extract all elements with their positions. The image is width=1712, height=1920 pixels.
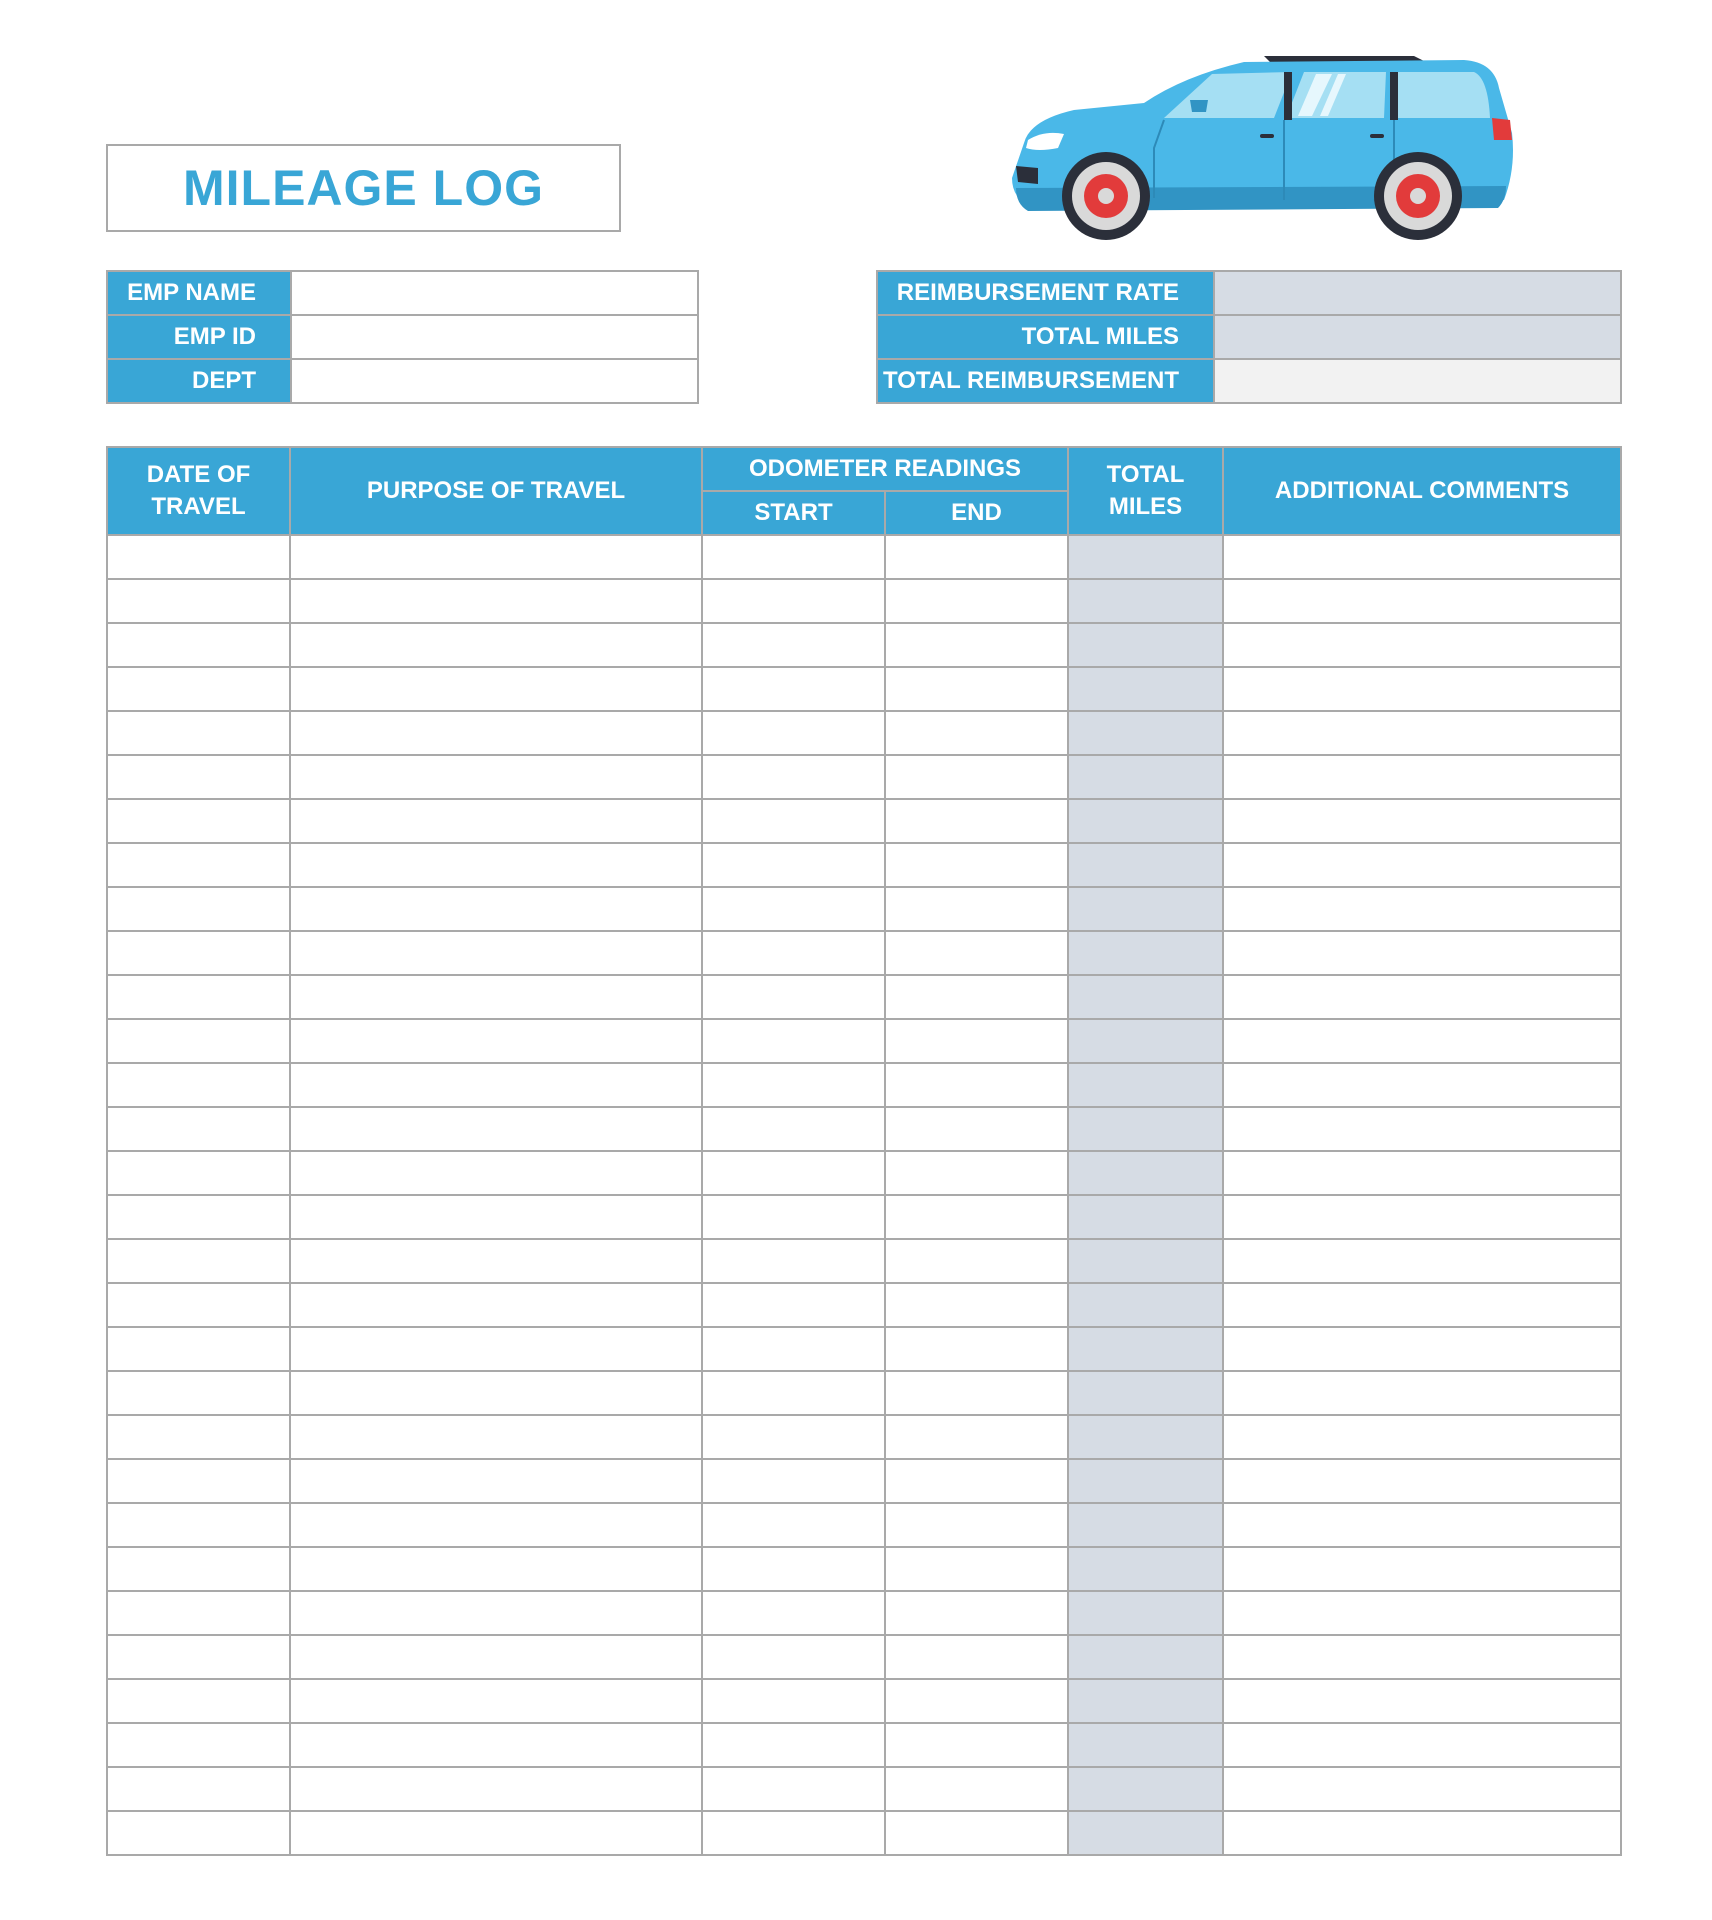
odometer-end-cell[interactable] [885, 1459, 1068, 1503]
date-cell[interactable] [107, 1635, 290, 1679]
date-cell[interactable] [107, 1195, 290, 1239]
employee-field-label: EMP ID [107, 315, 291, 359]
total-miles-cell[interactable] [1068, 711, 1223, 755]
odometer-start-cell[interactable] [702, 1019, 885, 1063]
total-miles-cell[interactable] [1068, 623, 1223, 667]
date-cell[interactable] [107, 1327, 290, 1371]
purpose-cell[interactable] [290, 1723, 702, 1767]
odometer-end-cell[interactable] [885, 887, 1068, 931]
odometer-start-cell[interactable] [702, 931, 885, 975]
odometer-end-cell[interactable] [885, 1767, 1068, 1811]
comments-cell[interactable] [1223, 887, 1621, 931]
odometer-start-cell[interactable] [702, 1371, 885, 1415]
date-cell[interactable] [107, 579, 290, 623]
odometer-end-cell[interactable] [885, 623, 1068, 667]
total-miles-cell[interactable] [1068, 579, 1223, 623]
date-cell[interactable] [107, 1063, 290, 1107]
purpose-cell[interactable] [290, 1063, 702, 1107]
odometer-end-cell[interactable] [885, 1635, 1068, 1679]
total-miles-cell[interactable] [1068, 1635, 1223, 1679]
odometer-end-cell[interactable] [885, 1415, 1068, 1459]
odometer-end-cell[interactable] [885, 1107, 1068, 1151]
date-cell[interactable] [107, 799, 290, 843]
date-cell[interactable] [107, 1811, 290, 1855]
table-row [107, 1151, 1621, 1195]
table-row [107, 1811, 1621, 1855]
header-odometer-readings: ODOMETER READINGS [702, 447, 1068, 491]
date-cell[interactable] [107, 1239, 290, 1283]
comments-cell[interactable] [1223, 1679, 1621, 1723]
odometer-start-cell[interactable] [702, 1811, 885, 1855]
purpose-cell[interactable] [290, 1679, 702, 1723]
odometer-start-cell[interactable] [702, 1459, 885, 1503]
comments-cell[interactable] [1223, 667, 1621, 711]
date-cell[interactable] [107, 1107, 290, 1151]
table-row [107, 1371, 1621, 1415]
comments-cell[interactable] [1223, 1195, 1621, 1239]
purpose-cell[interactable] [290, 711, 702, 755]
date-cell[interactable] [107, 975, 290, 1019]
purpose-cell[interactable] [290, 843, 702, 887]
comments-cell[interactable] [1223, 1503, 1621, 1547]
odometer-end-cell[interactable] [885, 579, 1068, 623]
total-miles-cell[interactable] [1068, 1591, 1223, 1635]
odometer-start-cell[interactable] [702, 843, 885, 887]
comments-cell[interactable] [1223, 1151, 1621, 1195]
comments-cell[interactable] [1223, 1415, 1621, 1459]
summary-field-row [877, 315, 1621, 359]
comments-cell[interactable] [1223, 1767, 1621, 1811]
comments-cell[interactable] [1223, 1591, 1621, 1635]
odometer-end-cell[interactable] [885, 1019, 1068, 1063]
comments-cell[interactable] [1223, 1723, 1621, 1767]
purpose-cell[interactable] [290, 1151, 702, 1195]
odometer-start-cell[interactable] [702, 1283, 885, 1327]
summary-field-row [877, 271, 1621, 315]
purpose-cell[interactable] [290, 931, 702, 975]
purpose-cell[interactable] [290, 1195, 702, 1239]
total-miles-cell[interactable] [1068, 1063, 1223, 1107]
total-miles-cell[interactable] [1068, 1107, 1223, 1151]
date-cell[interactable] [107, 1283, 290, 1327]
header-odometer-start: START [702, 491, 885, 535]
table-row [107, 1723, 1621, 1767]
odometer-end-cell[interactable] [885, 1283, 1068, 1327]
table-row [107, 887, 1621, 931]
table-row [107, 1415, 1621, 1459]
total-miles-cell[interactable] [1068, 887, 1223, 931]
total-miles-cell[interactable] [1068, 1547, 1223, 1591]
date-cell[interactable] [107, 1415, 290, 1459]
purpose-cell[interactable] [290, 1019, 702, 1063]
odometer-start-cell[interactable] [702, 1767, 885, 1811]
summary-field-label: TOTAL REIMBURSEMENT [877, 359, 1214, 403]
odometer-start-cell[interactable] [702, 1547, 885, 1591]
odometer-end-cell[interactable] [885, 975, 1068, 1019]
header-purpose-of-travel: PURPOSE OF TRAVEL [290, 447, 702, 535]
employee-field-value[interactable] [291, 271, 698, 315]
odometer-end-cell[interactable] [885, 1723, 1068, 1767]
total-miles-cell[interactable] [1068, 1019, 1223, 1063]
comments-cell[interactable] [1223, 843, 1621, 887]
total-miles-cell[interactable] [1068, 931, 1223, 975]
title-box [106, 144, 621, 232]
table-row [107, 799, 1621, 843]
purpose-cell[interactable] [290, 1503, 702, 1547]
purpose-cell[interactable] [290, 1107, 702, 1151]
employee-field-row [107, 315, 698, 359]
odometer-start-cell[interactable] [702, 1415, 885, 1459]
table-row [107, 711, 1621, 755]
total-miles-cell[interactable] [1068, 1503, 1223, 1547]
table-row [107, 1679, 1621, 1723]
odometer-start-cell[interactable] [702, 1107, 885, 1151]
total-miles-cell[interactable] [1068, 667, 1223, 711]
comments-cell[interactable] [1223, 1063, 1621, 1107]
odometer-end-cell[interactable] [885, 1239, 1068, 1283]
employee-field-value[interactable] [291, 359, 698, 403]
summary-field-label: REIMBURSEMENT RATE [877, 271, 1214, 315]
odometer-start-cell[interactable] [702, 887, 885, 931]
table-row [107, 1327, 1621, 1371]
table-row [107, 1063, 1621, 1107]
purpose-cell[interactable] [290, 975, 702, 1019]
odometer-end-cell[interactable] [885, 931, 1068, 975]
table-row [107, 1107, 1621, 1151]
comments-cell[interactable] [1223, 1811, 1621, 1855]
summary-field-row [877, 359, 1621, 403]
odometer-end-cell[interactable] [885, 711, 1068, 755]
purpose-cell[interactable] [290, 1591, 702, 1635]
total-miles-cell[interactable] [1068, 1195, 1223, 1239]
total-miles-cell[interactable] [1068, 1239, 1223, 1283]
total-miles-cell[interactable] [1068, 1327, 1223, 1371]
odometer-start-cell[interactable] [702, 623, 885, 667]
total-miles-cell[interactable] [1068, 799, 1223, 843]
table-row [107, 1239, 1621, 1283]
comments-cell[interactable] [1223, 755, 1621, 799]
odometer-start-cell[interactable] [702, 1327, 885, 1371]
summary-field-label: TOTAL MILES [877, 315, 1214, 359]
odometer-end-cell[interactable] [885, 1679, 1068, 1723]
table-row [107, 1547, 1621, 1591]
odometer-end-cell[interactable] [885, 1327, 1068, 1371]
purpose-cell[interactable] [290, 1635, 702, 1679]
table-row [107, 579, 1621, 623]
date-cell[interactable] [107, 667, 290, 711]
total-miles-cell[interactable] [1068, 1811, 1223, 1855]
comments-cell[interactable] [1223, 975, 1621, 1019]
odometer-start-cell[interactable] [702, 975, 885, 1019]
total-miles-cell[interactable] [1068, 1283, 1223, 1327]
purpose-cell[interactable] [290, 667, 702, 711]
date-cell[interactable] [107, 1679, 290, 1723]
date-cell[interactable] [107, 755, 290, 799]
purpose-cell[interactable] [290, 1459, 702, 1503]
odometer-end-cell[interactable] [885, 1151, 1068, 1195]
table-row [107, 1459, 1621, 1503]
odometer-start-cell[interactable] [702, 1063, 885, 1107]
summary-field-value[interactable] [1214, 271, 1621, 315]
date-cell[interactable] [107, 843, 290, 887]
total-miles-cell[interactable] [1068, 535, 1223, 579]
purpose-cell[interactable] [290, 1547, 702, 1591]
comments-cell[interactable] [1223, 1107, 1621, 1151]
total-miles-cell[interactable] [1068, 1415, 1223, 1459]
comments-cell[interactable] [1223, 1459, 1621, 1503]
comments-cell[interactable] [1223, 579, 1621, 623]
odometer-start-cell[interactable] [702, 1195, 885, 1239]
table-row [107, 843, 1621, 887]
summary-field-value[interactable] [1214, 315, 1621, 359]
table-row [107, 1195, 1621, 1239]
odometer-end-cell[interactable] [885, 1371, 1068, 1415]
date-cell[interactable] [107, 1503, 290, 1547]
date-cell[interactable] [107, 535, 290, 579]
odometer-start-cell[interactable] [702, 535, 885, 579]
table-row [107, 755, 1621, 799]
header-additional-comments: ADDITIONAL COMMENTS [1223, 447, 1621, 535]
odometer-end-cell[interactable] [885, 1591, 1068, 1635]
summary-field-value[interactable] [1214, 359, 1621, 403]
purpose-cell[interactable] [290, 1415, 702, 1459]
date-cell[interactable] [107, 711, 290, 755]
date-cell[interactable] [107, 1547, 290, 1591]
odometer-start-cell[interactable] [702, 755, 885, 799]
table-row [107, 1283, 1621, 1327]
comments-cell[interactable] [1223, 1371, 1621, 1415]
comments-cell[interactable] [1223, 931, 1621, 975]
total-miles-cell[interactable] [1068, 1151, 1223, 1195]
table-row [107, 975, 1621, 1019]
odometer-start-cell[interactable] [702, 799, 885, 843]
comments-cell[interactable] [1223, 1547, 1621, 1591]
odometer-end-cell[interactable] [885, 843, 1068, 887]
date-cell[interactable] [107, 1019, 290, 1063]
comments-cell[interactable] [1223, 1239, 1621, 1283]
date-cell[interactable] [107, 1723, 290, 1767]
table-row [107, 1635, 1621, 1679]
table-row [107, 1767, 1621, 1811]
odometer-end-cell[interactable] [885, 1503, 1068, 1547]
comments-cell[interactable] [1223, 799, 1621, 843]
total-miles-cell[interactable] [1068, 1371, 1223, 1415]
total-miles-cell[interactable] [1068, 975, 1223, 1019]
header-odometer-end: END [885, 491, 1068, 535]
odometer-start-cell[interactable] [702, 1635, 885, 1679]
comments-cell[interactable] [1223, 623, 1621, 667]
comments-cell[interactable] [1223, 1019, 1621, 1063]
header-date-of-travel: DATE OF TRAVEL [107, 447, 290, 535]
employee-field-value[interactable] [291, 315, 698, 359]
employee-info-table [106, 270, 699, 404]
employee-field-row [107, 271, 698, 315]
employee-field-label: DEPT [107, 359, 291, 403]
employee-field-row [107, 359, 698, 403]
comments-cell[interactable] [1223, 1283, 1621, 1327]
total-miles-cell[interactable] [1068, 1767, 1223, 1811]
odometer-end-cell[interactable] [885, 1195, 1068, 1239]
header-total-miles: TOTAL MILES [1068, 447, 1223, 535]
odometer-start-cell[interactable] [702, 1239, 885, 1283]
date-cell[interactable] [107, 1151, 290, 1195]
total-miles-cell[interactable] [1068, 1679, 1223, 1723]
odometer-start-cell[interactable] [702, 1503, 885, 1547]
purpose-cell[interactable] [290, 579, 702, 623]
total-miles-cell[interactable] [1068, 1459, 1223, 1503]
total-miles-cell[interactable] [1068, 1723, 1223, 1767]
odometer-start-cell[interactable] [702, 579, 885, 623]
odometer-start-cell[interactable] [702, 1151, 885, 1195]
odometer-start-cell[interactable] [702, 1723, 885, 1767]
odometer-end-cell[interactable] [885, 1811, 1068, 1855]
total-miles-cell[interactable] [1068, 843, 1223, 887]
date-cell[interactable] [107, 1767, 290, 1811]
employee-field-label: EMP NAME [107, 271, 291, 315]
table-row [107, 535, 1621, 579]
summary-info-table [876, 270, 1622, 404]
purpose-cell[interactable] [290, 887, 702, 931]
date-cell[interactable] [107, 1591, 290, 1635]
table-row [107, 1503, 1621, 1547]
purpose-cell[interactable] [290, 1239, 702, 1283]
odometer-end-cell[interactable] [885, 535, 1068, 579]
comments-cell[interactable] [1223, 711, 1621, 755]
odometer-start-cell[interactable] [702, 1679, 885, 1723]
odometer-start-cell[interactable] [702, 667, 885, 711]
date-cell[interactable] [107, 1371, 290, 1415]
purpose-cell[interactable] [290, 1283, 702, 1327]
odometer-start-cell[interactable] [702, 1591, 885, 1635]
table-row [107, 623, 1621, 667]
page-title: MILEAGE LOG [183, 160, 544, 216]
purpose-cell[interactable] [290, 1811, 702, 1855]
purpose-cell[interactable] [290, 535, 702, 579]
purpose-cell[interactable] [290, 1371, 702, 1415]
purpose-cell[interactable] [290, 799, 702, 843]
mileage-log-table [106, 446, 1622, 1856]
table-row [107, 1019, 1621, 1063]
odometer-end-cell[interactable] [885, 667, 1068, 711]
total-miles-cell[interactable] [1068, 755, 1223, 799]
car-icon [994, 48, 1514, 244]
table-row [107, 931, 1621, 975]
purpose-cell[interactable] [290, 755, 702, 799]
comments-cell[interactable] [1223, 1327, 1621, 1371]
date-cell[interactable] [107, 887, 290, 931]
odometer-end-cell[interactable] [885, 1547, 1068, 1591]
odometer-end-cell[interactable] [885, 755, 1068, 799]
date-cell[interactable] [107, 931, 290, 975]
table-row [107, 1591, 1621, 1635]
purpose-cell[interactable] [290, 1327, 702, 1371]
odometer-end-cell[interactable] [885, 1063, 1068, 1107]
purpose-cell[interactable] [290, 623, 702, 667]
comments-cell[interactable] [1223, 535, 1621, 579]
date-cell[interactable] [107, 623, 290, 667]
date-cell[interactable] [107, 1459, 290, 1503]
odometer-end-cell[interactable] [885, 799, 1068, 843]
purpose-cell[interactable] [290, 1767, 702, 1811]
table-row [107, 667, 1621, 711]
odometer-start-cell[interactable] [702, 711, 885, 755]
comments-cell[interactable] [1223, 1635, 1621, 1679]
